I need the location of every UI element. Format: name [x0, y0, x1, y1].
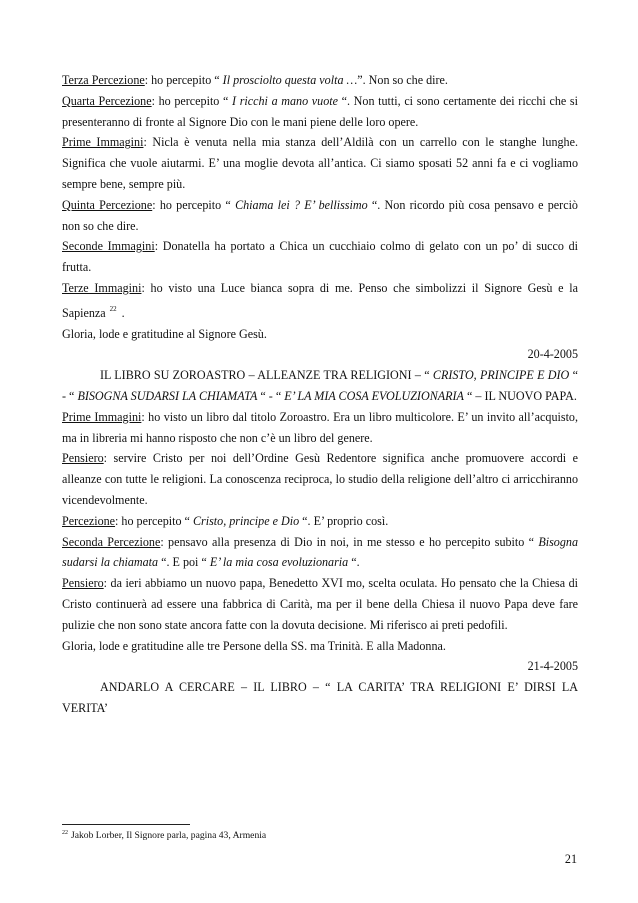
date-heading-2: 21-4-2005 — [527, 659, 578, 674]
paragraph-prime-immagini — [62, 132, 578, 194]
text: Gloria, lode e gratitudine alle tre Persone della SS. ma Trinità. E alla Madonna. — [62, 638, 446, 653]
footnote — [62, 830, 578, 841]
paragraph-quinta-percezione — [62, 195, 578, 237]
text: : Nicla è venuta nella mia stanza dell’Aldilà con un carrello con le stanghe lunghe. Significa che vuole aiutarmi. E’ una moglie devota all’antica. Ci siamo sposati 52 anni fa e ci vogliamo sempre bene, sempre più. — [62, 135, 578, 191]
text: “. E’ proprio così. — [299, 513, 389, 528]
paragraph-pensiero-2 — [62, 573, 578, 635]
paragraph-seconda-percezione — [62, 532, 578, 574]
text: “. E poi “ — [158, 555, 210, 570]
paragraph-seconde-immagini — [62, 236, 578, 278]
text: “ - “ — [62, 368, 578, 403]
text: : Donatella ha portato a Chica un cucchiaio colmo di gelato con un po’ di succo di frutta. — [62, 239, 578, 275]
italic-quote: E’ LA MIA COSA EVOLUZIONARIA — [284, 388, 464, 403]
footnote-text: Jakob Lorber, Il Signore parla, pagina 43, Armenia — [71, 830, 267, 841]
italic-quote: I ricchi a mano vuote — [232, 93, 338, 108]
paragraph-gloria-2 — [62, 636, 578, 657]
paragraph-terze-immagini — [62, 278, 578, 324]
label-terze-immagini: Terze Immagini — [62, 280, 142, 295]
label-pensiero: Pensiero — [62, 576, 104, 591]
label-seconde-immagini: Seconde Immagini — [62, 239, 155, 254]
label-quinta-percezione: Quinta Percezione — [62, 197, 153, 212]
label-pensiero: Pensiero — [62, 451, 104, 466]
label-seconda-percezione: Seconda Percezione — [62, 534, 161, 549]
text: : ho percepito “ — [152, 197, 236, 212]
text: “. — [348, 555, 360, 570]
page-body — [62, 70, 578, 719]
paragraph-terza-percezione — [62, 70, 578, 91]
text: : pensavo alla presenza di Dio in noi, in me stesso e ho percepito subito “ — [160, 534, 539, 549]
footnote-divider — [62, 824, 190, 825]
footnote-reference[interactable]: 22 — [109, 304, 117, 313]
page-number: 21 — [564, 852, 577, 866]
text: ”. Non so che dire. — [357, 73, 448, 87]
text: ANDARLO A CERCARE – IL LIBRO – “ LA CARITA’ TRA RELIGIONI E’ DIRSI LA VERITA’ — [62, 680, 578, 715]
label-terza-percezione: Terza Percezione — [62, 73, 145, 87]
text: “. Non tutti, ci sono certamente dei ricchi che si presenteranno di fronte al Signore Dio con le mani piene delle loro opere. — [62, 93, 578, 129]
text: : ho visto una Luce bianca sopra di me. Penso che simbolizzi il Signore Gesù e la Sapienza — [62, 280, 578, 320]
paragraph-prime-immagini-2 — [62, 407, 578, 449]
text: : da ieri abbiamo un nuovo papa, Benedetto XVI mo, scelta oculata. Ho pensato che la Chiesa di Cristo continuerà ad essere una fabbrica di Carità, ma per il bene della Chiesa il nuovo Papa deve fare pulizie che non sono state ancora fatte con la dovuta decisione. Mi riferisco ai preti pedofili. — [62, 576, 578, 632]
text: “ - “ — [257, 388, 285, 403]
italic-quote: Chiama lei ? E’ bellissimo — [235, 197, 368, 212]
italic-quote: BISOGNA SUDARSI LA CHIAMATA — [77, 388, 258, 403]
text: : ho visto un libro dal titolo Zoroastro. Era un libro multicolore. E’ un invito all’acquisto, ma in libreria mi hanno risposto che non c’è un libro del genere. — [62, 409, 579, 445]
italic-quote: CRISTO, PRINCIPE E DIO — [432, 368, 570, 383]
section-heading-zoroastro — [62, 365, 578, 407]
label-quarta-percezione: Quarta Percezione — [62, 93, 152, 108]
paragraph-gloria-1 — [62, 324, 578, 345]
text: IL LIBRO SU ZOROASTRO – ALLEANZE TRA RELIGIONI – “ — [100, 368, 433, 383]
label-prime-immagini: Prime Immagini — [62, 409, 142, 424]
text: : ho percepito “ — [115, 513, 193, 528]
section-heading-carita — [62, 677, 578, 719]
text: “. Non ricordo più cosa pensavo e perciò non so che dire. — [62, 197, 578, 233]
text: . — [118, 305, 125, 320]
text: “ – IL NUOVO PAPA. — [463, 388, 577, 403]
italic-quote: E’ la mia cosa evoluzionaria — [209, 555, 349, 570]
text: Gloria, lode e gratitudine al Signore Gesù. — [62, 326, 267, 341]
footnote-number: 22 — [62, 830, 68, 836]
italic-quote: Cristo, principe e Dio — [192, 513, 300, 528]
label-prime-immagini: Prime Immagini — [62, 135, 144, 150]
text: : ho percepito “ — [151, 93, 233, 108]
text: : servire Cristo per noi dell’Ordine Gesù Redentore significa anche promuovere accordi e alleanze con tutte le religioni. La conoscenza reciproca, lo studio della religione dell’altro ci arricchiranno vicendevolmente. — [62, 451, 578, 507]
italic-quote: Bisogna sudarsi la chiamata — [62, 534, 578, 570]
date-heading-1: 20-4-2005 — [527, 347, 578, 362]
text: : ho percepito “ — [144, 73, 223, 87]
italic-quote: Il prosciolto questa volta … — [222, 73, 358, 87]
paragraph-percezione — [62, 511, 578, 532]
label-percezione: Percezione — [62, 513, 116, 528]
paragraph-quarta-percezione — [62, 91, 578, 133]
paragraph-pensiero-1 — [62, 448, 578, 510]
